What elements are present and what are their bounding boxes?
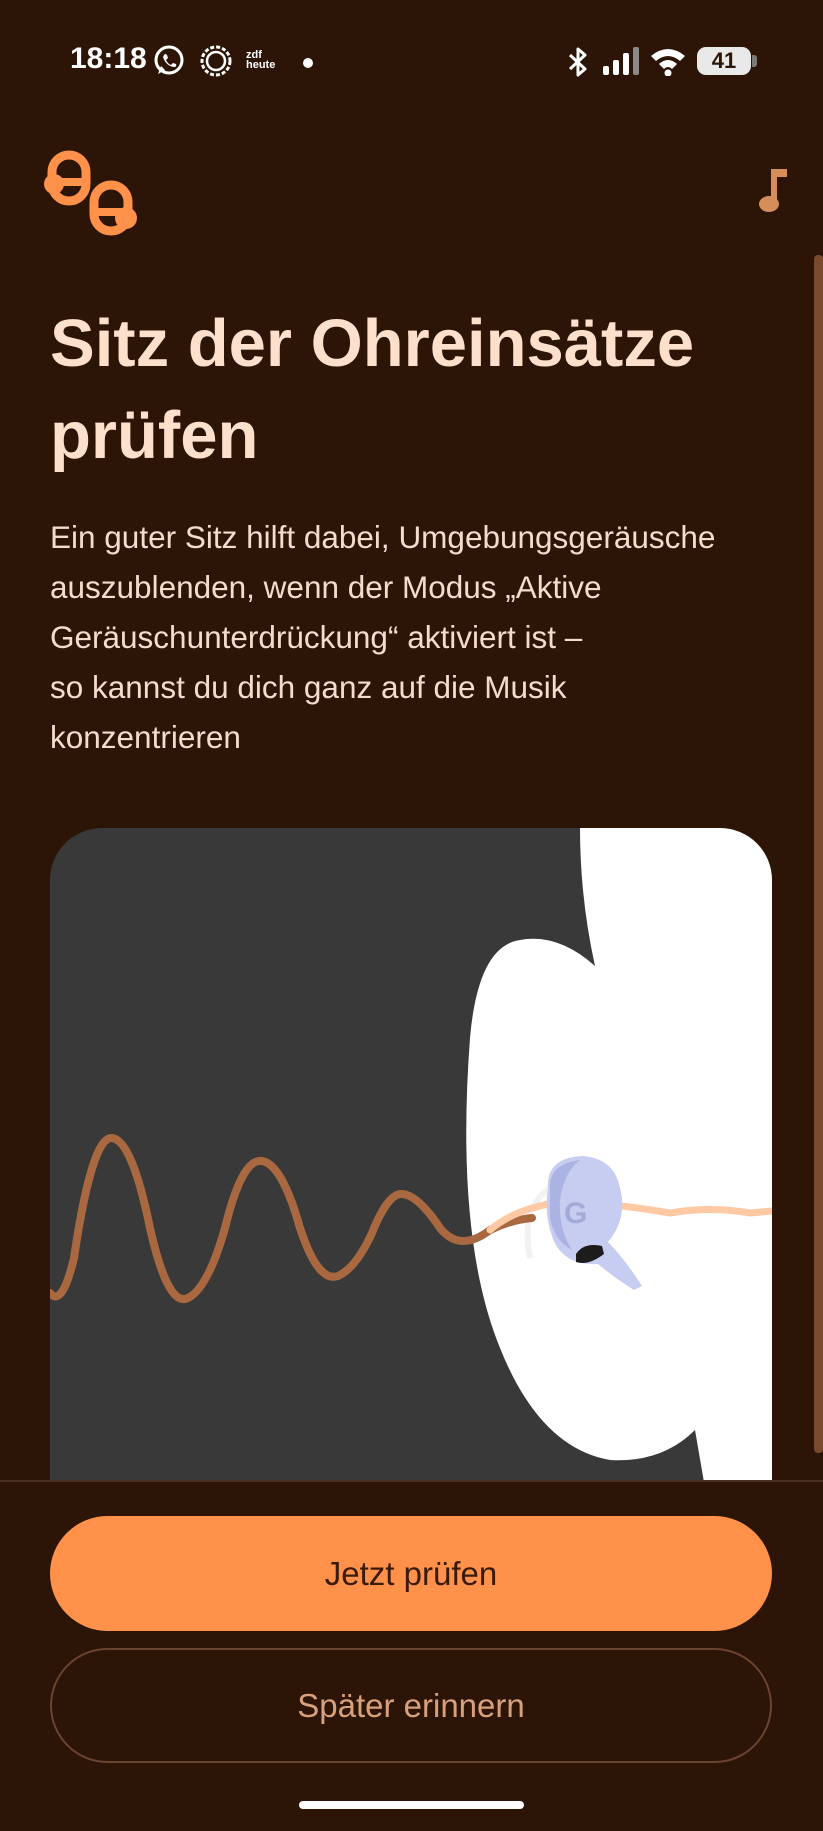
cellular-signal-icon	[602, 46, 640, 76]
music-note-icon[interactable]	[752, 165, 792, 215]
home-indicator[interactable]	[299, 1801, 524, 1809]
ambient-sound-wave	[50, 1138, 532, 1299]
check-now-button[interactable]: Jetzt prüfen	[50, 1516, 772, 1631]
status-time: 18:18	[70, 42, 147, 75]
scrollbar[interactable]	[814, 255, 823, 1453]
wifi-icon	[649, 46, 687, 76]
battery-icon: 41	[697, 47, 751, 75]
zdf-heute-icon: zdf heute	[246, 49, 276, 71]
earbuds-logo-icon	[44, 140, 144, 240]
battery-cap	[752, 55, 757, 67]
notification-dot	[303, 58, 313, 68]
status-bar	[0, 0, 823, 120]
earbud-logo: G	[564, 1197, 588, 1230]
page-description: Ein guter Sitz hilft dabei, Umgebungsgeräusche auszublenden, wenn der Modus „Aktive Geräuschunterdrückung“ aktiviert ist – so kannst du dich ganz auf die Musik konzentrieren	[50, 519, 716, 755]
ear-shape	[466, 828, 772, 1488]
page-title: Sitz der Ohreinsätze prüfen	[50, 306, 695, 473]
signal-icon	[199, 44, 233, 78]
remind-later-button[interactable]: Später erinnern	[50, 1648, 772, 1763]
ear-fit-illustration	[50, 828, 772, 1488]
whatsapp-icon	[152, 44, 186, 78]
bluetooth-icon	[565, 46, 591, 78]
